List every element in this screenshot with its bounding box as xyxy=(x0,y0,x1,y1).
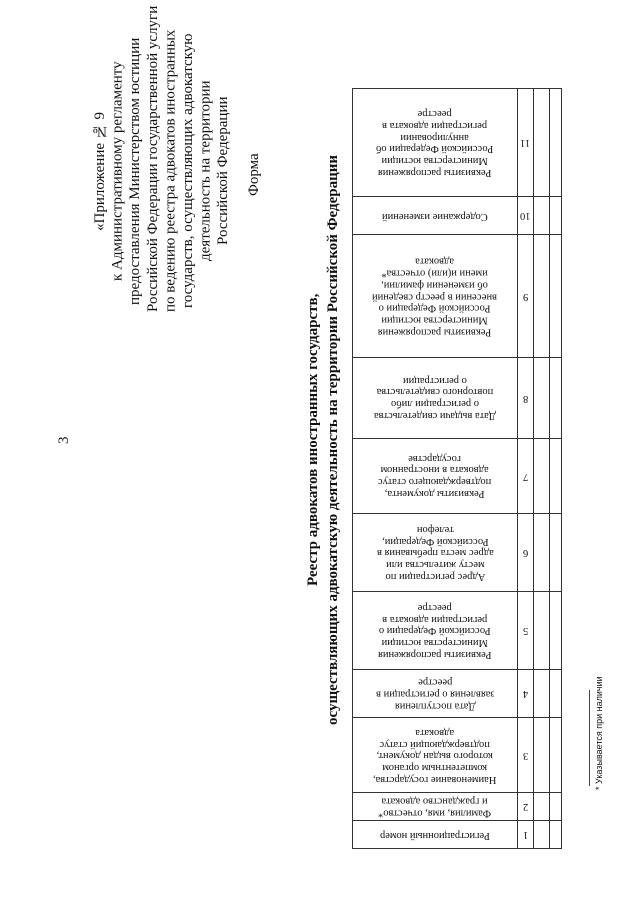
registry-title: Реестр адвокатов иностранных государств, осуществляющих адвокатскую деятельность на территории Российской Федерации xyxy=(305,154,341,726)
column-number-cell xyxy=(518,821,534,848)
column-number: 8 xyxy=(522,392,529,404)
column-number: 2 xyxy=(522,801,529,812)
column-header-cell xyxy=(353,439,518,513)
empty-cell xyxy=(534,439,550,513)
column-header-cell xyxy=(353,718,518,792)
empty-cell xyxy=(550,197,561,234)
table-column-9 xyxy=(353,235,561,358)
column-header-text: Реквизиты распоряжения Министерства юстиции Российской Федерации об аннулировании регистрации адвоката в реестре xyxy=(376,107,494,178)
column-header-cell xyxy=(353,197,518,234)
empty-cell xyxy=(534,793,550,820)
empty-cell xyxy=(534,592,550,669)
column-number: 4 xyxy=(522,688,529,699)
column-number-cell xyxy=(518,793,534,820)
table-column-1 xyxy=(353,821,561,849)
column-number-cell xyxy=(518,592,534,669)
column-number-cell xyxy=(518,670,534,717)
empty-cell xyxy=(550,358,561,438)
empty-cell xyxy=(550,235,561,357)
table-column-2 xyxy=(353,793,561,821)
column-header-text: Реквизиты распоряжения Министерства юстиции Российской Федерации о внесении в реестр сведений об изменении фамилии, имени и(или) отчества* адвоката xyxy=(372,255,498,338)
empty-cell xyxy=(550,821,561,848)
column-header-cell xyxy=(353,358,518,438)
column-header-cell xyxy=(353,592,518,669)
column-header-text: Реквизиты документа, подтверждающего статус адвоката в иностранном государстве xyxy=(378,453,492,500)
empty-cell xyxy=(550,439,561,513)
registry-table xyxy=(352,88,562,849)
table-column-3 xyxy=(353,718,561,793)
column-number: 5 xyxy=(522,625,529,636)
table-column-8 xyxy=(353,358,561,439)
column-number-cell xyxy=(518,439,534,513)
column-header-text: Содержание изменений xyxy=(382,210,488,222)
table-column-4 xyxy=(353,670,561,718)
empty-cell xyxy=(550,89,561,196)
table-column-6 xyxy=(353,514,561,592)
empty-cell xyxy=(550,793,561,820)
column-number: 3 xyxy=(522,749,529,761)
column-header-text: Дата выдачи свидетельства о регистрации либо повторного свидетельства о регистрации xyxy=(374,375,496,422)
empty-cell xyxy=(534,514,550,591)
column-header-cell xyxy=(353,821,518,848)
column-header-cell xyxy=(353,235,518,357)
empty-cell xyxy=(534,235,550,357)
table-column-11 xyxy=(353,89,561,197)
table-column-7 xyxy=(353,439,561,514)
empty-cell xyxy=(550,592,561,669)
column-number: 6 xyxy=(522,547,529,558)
column-header-text: Наименование государства, компетентным органом которого выдан документ, подтверждающий статус адвоката xyxy=(373,726,497,785)
column-number-cell xyxy=(518,358,534,438)
column-header-text: Адрес регистрации по месту жительства или адрес места пребывания в Российской Федерации, телефон xyxy=(376,523,494,582)
column-header-text: Реквизиты распоряжения Министерства юстиции Российской Федерации о регистрации адвоката в реестре xyxy=(378,601,492,660)
column-header-text: Регистрационный номер xyxy=(380,829,490,841)
empty-cell xyxy=(550,670,561,717)
column-number: 11 xyxy=(520,137,531,148)
footnote-divider xyxy=(589,690,590,786)
empty-cell xyxy=(550,514,561,591)
empty-cell xyxy=(534,718,550,792)
column-number-cell xyxy=(518,197,534,234)
empty-cell xyxy=(534,197,550,234)
column-number: 9 xyxy=(522,290,529,302)
page-number: 3 xyxy=(56,436,72,444)
column-number-cell xyxy=(518,514,534,591)
form-label: Форма xyxy=(246,153,262,197)
column-number: 7 xyxy=(522,470,529,482)
column-number-cell xyxy=(518,718,534,792)
footnote: * Указывается при наличии xyxy=(594,676,604,790)
column-number: 1 xyxy=(522,829,529,840)
column-header-cell xyxy=(353,514,518,591)
empty-cell xyxy=(534,821,550,848)
column-number-cell xyxy=(518,89,534,196)
table-column-5 xyxy=(353,592,561,670)
column-header-text: Фамилия, имя, отчество* и гражданство адвоката xyxy=(378,795,492,819)
column-header-text: Дата поступления заявления о регистрации в реестре xyxy=(375,676,495,712)
column-header-cell xyxy=(353,793,518,820)
column-header-cell xyxy=(353,89,518,196)
column-number: 10 xyxy=(520,210,531,221)
empty-cell xyxy=(534,670,550,717)
empty-cell xyxy=(534,358,550,438)
table-column-10 xyxy=(353,197,561,235)
empty-cell xyxy=(534,89,550,196)
empty-cell xyxy=(550,718,561,792)
appendix-header: «Приложение № 9 к Административному регламенту предоставления Министерством юстиции Российской Федерации государственной услуги по ведению реестра адвокатов иностранных государств, осуществляющих адвокатскую деятельность на территории Российской Федерации xyxy=(92,5,232,312)
column-number-cell xyxy=(518,235,534,357)
column-header-cell xyxy=(353,670,518,717)
